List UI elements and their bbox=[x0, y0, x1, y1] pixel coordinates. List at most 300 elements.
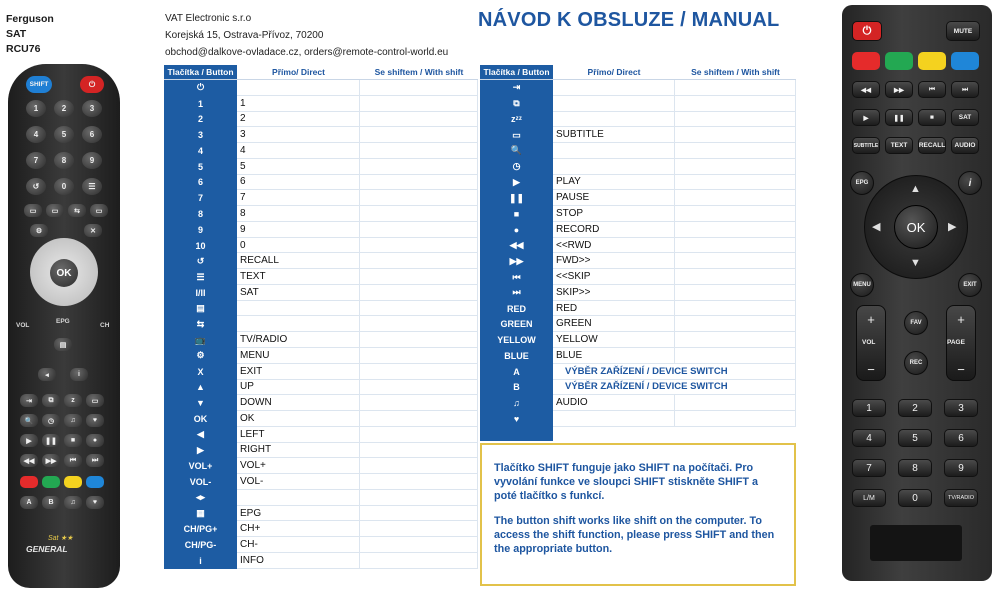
rr-page-plus-icon: + bbox=[957, 312, 965, 327]
row-shift-function bbox=[675, 301, 796, 317]
table-row bbox=[480, 395, 796, 411]
table-row bbox=[164, 521, 478, 537]
rl-green-button bbox=[42, 476, 60, 488]
row-button-key: ▶ bbox=[164, 443, 237, 459]
rr-num-1: 1 bbox=[852, 399, 886, 417]
rr-num-7: 7 bbox=[852, 459, 886, 477]
table-row bbox=[164, 427, 478, 443]
row-button-key: ▲ bbox=[164, 380, 237, 396]
rl-ch-label: CH bbox=[100, 322, 110, 329]
row-direct-function: PAUSE bbox=[553, 190, 675, 206]
rr-vol-plus-icon: + bbox=[867, 312, 875, 327]
rl-brand-logo: GENERAL bbox=[26, 544, 68, 554]
row-shift-function bbox=[360, 474, 478, 490]
row-direct-function: FWD>> bbox=[553, 253, 675, 269]
rl-row1-a: ⇥ bbox=[20, 394, 38, 407]
table-row bbox=[480, 80, 796, 96]
rl-row2-d: ♥ bbox=[86, 414, 104, 427]
table-row bbox=[164, 96, 478, 112]
num-6-button: 6 bbox=[82, 126, 102, 143]
row-direct-function: VOL- bbox=[237, 474, 360, 490]
row-button-key: 9 bbox=[164, 222, 237, 238]
rl-yellow-button bbox=[64, 476, 82, 488]
table-row bbox=[480, 96, 796, 112]
row-direct-function: SUBTITLE bbox=[553, 127, 675, 143]
row-shift-function bbox=[360, 253, 478, 269]
num-0-button: 0 bbox=[54, 178, 74, 195]
row-button-key: 6 bbox=[164, 175, 237, 191]
row-button-key: VOL+ bbox=[164, 458, 237, 474]
table-row bbox=[480, 112, 796, 128]
row-shift-function bbox=[360, 269, 478, 285]
row-button-key: 7 bbox=[164, 190, 237, 206]
rl-icon-a: ▭ bbox=[24, 204, 42, 217]
rr-rwd-icon: ◀◀ bbox=[852, 81, 880, 98]
row-button-key: 📺 bbox=[164, 332, 237, 348]
row-direct-function: VÝBĚR ZAŘÍZENÍ / DEVICE SWITCH bbox=[553, 380, 796, 396]
row-button-key: i bbox=[164, 553, 237, 569]
row-direct-function: 6 bbox=[237, 175, 360, 191]
table-row bbox=[164, 395, 478, 411]
power-icon: ⏻ bbox=[80, 76, 104, 93]
row-button-key: A bbox=[480, 364, 553, 380]
table-row bbox=[480, 190, 796, 206]
row-shift-function bbox=[360, 316, 478, 332]
rl-icon-c: ⇆ bbox=[68, 204, 86, 217]
row-button-key: 5 bbox=[164, 159, 237, 175]
row-direct-function: OK bbox=[237, 411, 360, 427]
row-button-key: VOL- bbox=[164, 474, 237, 490]
rl-row2-c: ♫ bbox=[64, 414, 82, 427]
row-direct-function: <<RWD bbox=[553, 238, 675, 254]
rl-pause-icon: ❚❚ bbox=[42, 434, 60, 447]
button-table-2 bbox=[480, 65, 796, 441]
num-9-button: 9 bbox=[82, 152, 102, 169]
table-row bbox=[480, 159, 796, 175]
shift-info-cz: Tlačítko SHIFT funguje jako SHIFT na počítači. Pro vyvolání funkce ve sloupci SHIFT stiskněte SHIFT a poté tlačítko s funkcí. bbox=[494, 462, 759, 503]
table-2-key-column-end bbox=[480, 427, 553, 441]
rl-ok-button: OK bbox=[50, 259, 78, 287]
row-button-key: ▶▶ bbox=[480, 253, 553, 269]
num-8-button: 8 bbox=[54, 152, 74, 169]
rr-ir-window bbox=[870, 525, 962, 561]
row-button-key: ♫ bbox=[480, 395, 553, 411]
rl-epg-label: EPG bbox=[56, 318, 70, 325]
rl-row1-c: z bbox=[64, 394, 82, 407]
row-direct-function bbox=[237, 490, 360, 506]
rr-num-4: 4 bbox=[852, 429, 886, 447]
table-row bbox=[480, 411, 796, 427]
row-shift-function bbox=[675, 112, 796, 128]
table-row bbox=[164, 490, 478, 506]
company-emails: obchod@dalkove-ovladace.cz, orders@remote-control-world.eu bbox=[165, 47, 449, 58]
row-direct-function: 9 bbox=[237, 222, 360, 238]
row-direct-function: RIGHT bbox=[237, 443, 360, 459]
row-direct-function: VÝBĚR ZAŘÍZENÍ / DEVICE SWITCH bbox=[553, 364, 796, 380]
row-button-key: ❚❚ bbox=[480, 190, 553, 206]
table-row bbox=[480, 222, 796, 238]
row-direct-function: BLUE bbox=[553, 348, 675, 364]
row-button-key: ▼ bbox=[164, 395, 237, 411]
row-shift-function bbox=[360, 238, 478, 254]
row-shift-function bbox=[360, 159, 478, 175]
rr-lm-button: L/M bbox=[852, 489, 886, 507]
row-shift-function bbox=[675, 159, 796, 175]
rr-rec-button: REC bbox=[904, 351, 928, 375]
rr-ok-button: OK bbox=[894, 205, 938, 249]
rr-fwd-icon: ▶▶ bbox=[885, 81, 913, 98]
button-table-1 bbox=[164, 65, 478, 569]
num-1-button: 1 bbox=[26, 100, 46, 117]
row-direct-function: EXIT bbox=[237, 364, 360, 380]
row-button-key: ◀ bbox=[164, 427, 237, 443]
row-button-key: ⏭ bbox=[480, 285, 553, 301]
row-button-key: I/II bbox=[164, 285, 237, 301]
row-shift-function bbox=[360, 80, 478, 96]
row-direct-function bbox=[237, 316, 360, 332]
row-direct-function: 0 bbox=[237, 238, 360, 254]
table-row bbox=[164, 222, 478, 238]
num-4-button: 4 bbox=[26, 126, 46, 143]
rl-row2-b: ◷ bbox=[42, 414, 60, 427]
rr-num-0: 0 bbox=[898, 489, 932, 507]
table-row bbox=[480, 364, 796, 380]
table-row bbox=[164, 506, 478, 522]
row-button-key: CH/PG+ bbox=[164, 521, 237, 537]
rl-guide-icon: ▤ bbox=[54, 338, 72, 351]
row-direct-function bbox=[553, 411, 675, 427]
row-button-key: ▦ bbox=[164, 506, 237, 522]
row-shift-function bbox=[675, 285, 796, 301]
row-shift-function bbox=[360, 521, 478, 537]
table-row bbox=[164, 458, 478, 474]
rr-exit-button: EXIT bbox=[958, 273, 982, 297]
row-shift-function bbox=[675, 316, 796, 332]
table-row bbox=[164, 143, 478, 159]
row-shift-function bbox=[360, 427, 478, 443]
rr-right-icon: ▶ bbox=[948, 221, 957, 233]
rl-prev-icon: ⏮ bbox=[64, 454, 82, 467]
num-5-button: 5 bbox=[54, 126, 74, 143]
table-row bbox=[164, 80, 478, 96]
table-row bbox=[164, 206, 478, 222]
row-shift-function bbox=[675, 238, 796, 254]
row-direct-function: VOL+ bbox=[237, 458, 360, 474]
row-shift-function bbox=[360, 553, 478, 569]
table-row bbox=[480, 253, 796, 269]
row-shift-function bbox=[675, 348, 796, 364]
rl-record-icon: ● bbox=[86, 434, 104, 447]
row-shift-function bbox=[360, 222, 478, 238]
row-button-key: 🔍 bbox=[480, 143, 553, 159]
rl-sat-logo: Sat ★★ bbox=[48, 535, 74, 542]
row-direct-function: RECORD bbox=[553, 222, 675, 238]
row-shift-function bbox=[675, 190, 796, 206]
rl-row1-d: ▭ bbox=[86, 394, 104, 407]
row-direct-function: 8 bbox=[237, 206, 360, 222]
rr-page-label: PAGE bbox=[947, 339, 965, 346]
row-direct-function: YELLOW bbox=[553, 332, 675, 348]
rl-red-button bbox=[20, 476, 38, 488]
row-direct-function: EPG bbox=[237, 506, 360, 522]
table-row bbox=[164, 238, 478, 254]
row-button-key: B bbox=[480, 380, 553, 396]
rl-b-button: B bbox=[42, 496, 60, 509]
company-info bbox=[165, 10, 448, 61]
table-row bbox=[480, 238, 796, 254]
rr-power-icon: ⏻ bbox=[852, 21, 882, 41]
row-button-key: CH/PG- bbox=[164, 537, 237, 553]
table-row bbox=[164, 553, 478, 569]
table-row bbox=[480, 380, 796, 396]
row-direct-function bbox=[553, 96, 675, 112]
row-shift-function bbox=[675, 411, 796, 427]
row-direct-function: TV/RADIO bbox=[237, 332, 360, 348]
table-row bbox=[164, 411, 478, 427]
row-direct-function bbox=[553, 112, 675, 128]
row-shift-function bbox=[360, 506, 478, 522]
row-button-key: 1 bbox=[164, 96, 237, 112]
table-1-header-button: Tlačítka / Button bbox=[164, 65, 237, 79]
row-direct-function: UP bbox=[237, 380, 360, 396]
company-address: Korejská 15, Ostrava-Přívoz, 70200 bbox=[165, 30, 324, 41]
row-button-key: GREEN bbox=[480, 316, 553, 332]
row-direct-function: <<SKIP bbox=[553, 269, 675, 285]
rr-info-button: i bbox=[958, 171, 982, 195]
shift-button: SHIFT bbox=[26, 76, 52, 93]
row-direct-function bbox=[553, 143, 675, 159]
rl-audio-icon: ♫ bbox=[64, 496, 82, 509]
table-row bbox=[480, 301, 796, 317]
rr-num-6: 6 bbox=[944, 429, 978, 447]
table-2-header-direct: Přímo/ Direct bbox=[587, 67, 641, 77]
rr-mute-button: MUTE bbox=[946, 21, 980, 41]
rr-vol-label: VOL bbox=[862, 339, 876, 346]
rr-yellow-button bbox=[918, 52, 946, 70]
rr-next-icon: ⏭ bbox=[951, 81, 979, 98]
rr-play-icon: ▶ bbox=[852, 109, 880, 126]
rl-blue-button bbox=[86, 476, 104, 488]
row-shift-function bbox=[675, 96, 796, 112]
row-button-key: RED bbox=[480, 301, 553, 317]
row-direct-function: 2 bbox=[237, 112, 360, 128]
row-direct-function: RED bbox=[553, 301, 675, 317]
row-shift-function bbox=[360, 490, 478, 506]
row-shift-function bbox=[675, 332, 796, 348]
row-direct-function: 4 bbox=[237, 143, 360, 159]
table-row bbox=[164, 443, 478, 459]
row-shift-function bbox=[360, 206, 478, 222]
row-shift-function bbox=[675, 175, 796, 191]
row-direct-function: SAT bbox=[237, 285, 360, 301]
row-direct-function: INFO bbox=[237, 553, 360, 569]
row-direct-function: STOP bbox=[553, 206, 675, 222]
row-shift-function bbox=[675, 127, 796, 143]
table-1-header-shift: Se shiftem / With shift bbox=[374, 67, 464, 77]
table-1-header bbox=[164, 65, 478, 80]
rl-a-button: A bbox=[20, 496, 38, 509]
row-shift-function bbox=[360, 143, 478, 159]
rl-fav-icon: ♥ bbox=[86, 496, 104, 509]
row-button-key: BLUE bbox=[480, 348, 553, 364]
row-button-key: 10 bbox=[164, 238, 237, 254]
row-direct-function: LEFT bbox=[237, 427, 360, 443]
row-button-key: ♥ bbox=[480, 411, 553, 427]
product-brand: Ferguson bbox=[6, 13, 54, 25]
row-button-key: zᶻᶻ bbox=[480, 112, 553, 128]
row-button-key: 3 bbox=[164, 127, 237, 143]
rl-row2-a: 🔍 bbox=[20, 414, 38, 427]
row-button-key: ◷ bbox=[480, 159, 553, 175]
product-type: SAT bbox=[6, 28, 27, 40]
row-direct-function: 5 bbox=[237, 159, 360, 175]
table-2-header bbox=[480, 65, 796, 80]
rr-num-8: 8 bbox=[898, 459, 932, 477]
row-direct-function bbox=[553, 159, 675, 175]
row-direct-function: PLAY bbox=[553, 175, 675, 191]
rr-sat-button: SAT bbox=[951, 109, 979, 126]
rr-subtitle-button: SUBTITLE bbox=[852, 137, 880, 154]
table-row bbox=[164, 316, 478, 332]
rr-text-button: TEXT bbox=[885, 137, 913, 154]
table-row bbox=[164, 348, 478, 364]
rr-pause-icon: ❚❚ bbox=[885, 109, 913, 126]
rl-mute-icon: ◂ bbox=[38, 368, 56, 381]
rr-up-icon: ▲ bbox=[910, 183, 921, 195]
row-direct-function: 1 bbox=[237, 96, 360, 112]
row-direct-function bbox=[553, 80, 675, 96]
table-row bbox=[164, 269, 478, 285]
table-row bbox=[164, 537, 478, 553]
universal-remote-image bbox=[8, 64, 120, 588]
row-direct-function: SKIP>> bbox=[553, 285, 675, 301]
rl-vol-label: VOL bbox=[16, 322, 30, 329]
row-shift-function bbox=[360, 348, 478, 364]
table-row bbox=[164, 159, 478, 175]
row-button-key: ◀◀ bbox=[480, 238, 553, 254]
row-button-key: ◂▸ bbox=[164, 490, 237, 506]
table-1-header-direct: Přímo/ Direct bbox=[272, 67, 325, 77]
table-row bbox=[164, 190, 478, 206]
num-3-button: 3 bbox=[82, 100, 102, 117]
table-row bbox=[480, 206, 796, 222]
row-shift-function bbox=[360, 127, 478, 143]
row-shift-function bbox=[675, 253, 796, 269]
rl-rwd-icon: ◀◀ bbox=[20, 454, 38, 467]
row-direct-function: 7 bbox=[237, 190, 360, 206]
table-row bbox=[164, 127, 478, 143]
rr-num-3: 3 bbox=[944, 399, 978, 417]
row-shift-function bbox=[360, 537, 478, 553]
table-row bbox=[480, 175, 796, 191]
row-shift-function bbox=[360, 112, 478, 128]
row-button-key: ⧉ bbox=[480, 96, 553, 112]
row-button-key: OK bbox=[164, 411, 237, 427]
row-button-key: ⏮ bbox=[480, 269, 553, 285]
row-button-key: ⚙ bbox=[164, 348, 237, 364]
table-2-header-button: Tlačítka / Button bbox=[480, 65, 553, 79]
row-shift-function bbox=[360, 380, 478, 396]
rr-tvradio-button: TV/RADIO bbox=[944, 489, 978, 507]
row-shift-function bbox=[360, 443, 478, 459]
rr-page-minus-icon: − bbox=[957, 362, 965, 377]
rr-vol-minus-icon: − bbox=[867, 362, 875, 377]
row-shift-function bbox=[360, 301, 478, 317]
rr-left-icon: ◀ bbox=[872, 221, 881, 233]
row-button-key: ↺ bbox=[164, 253, 237, 269]
product-model: RCU76 bbox=[6, 43, 41, 55]
recall-icon: ↺ bbox=[26, 178, 46, 195]
table-row bbox=[164, 380, 478, 396]
row-shift-function bbox=[360, 332, 478, 348]
rl-fwd-icon: ▶▶ bbox=[42, 454, 60, 467]
table-row bbox=[164, 301, 478, 317]
row-direct-function: GREEN bbox=[553, 316, 675, 332]
rl-stop-icon: ■ bbox=[64, 434, 82, 447]
table-row bbox=[164, 175, 478, 191]
rr-stop-icon: ■ bbox=[918, 109, 946, 126]
rr-green-button bbox=[885, 52, 913, 70]
row-direct-function: CH+ bbox=[237, 521, 360, 537]
row-button-key: ☰ bbox=[164, 269, 237, 285]
rr-blue-button bbox=[951, 52, 979, 70]
table-row bbox=[480, 348, 796, 364]
row-shift-function bbox=[360, 96, 478, 112]
table-row bbox=[480, 285, 796, 301]
row-button-key: 8 bbox=[164, 206, 237, 222]
rr-down-icon: ▼ bbox=[910, 257, 921, 269]
row-shift-function bbox=[675, 143, 796, 159]
rr-audio-button: AUDIO bbox=[951, 137, 979, 154]
row-shift-function bbox=[360, 190, 478, 206]
rl-play-icon: ▶ bbox=[20, 434, 38, 447]
table-row bbox=[480, 143, 796, 159]
rr-fav-button: FAV bbox=[904, 311, 928, 335]
row-button-key: X bbox=[164, 364, 237, 380]
company-name: VAT Electronic s.r.o bbox=[165, 13, 252, 24]
original-remote-image bbox=[842, 5, 992, 581]
row-shift-function bbox=[675, 269, 796, 285]
row-shift-function bbox=[675, 80, 796, 96]
rl-next-icon: ⏭ bbox=[86, 454, 104, 467]
row-direct-function: RECALL bbox=[237, 253, 360, 269]
rl-row1-b: ⧉ bbox=[42, 394, 60, 407]
rr-red-button bbox=[852, 52, 880, 70]
exit-icon: ✕ bbox=[84, 224, 102, 237]
row-button-key: ▶ bbox=[480, 175, 553, 191]
row-shift-function bbox=[675, 395, 796, 411]
table-2-header-shift: Se shiftem / With shift bbox=[691, 67, 780, 77]
row-shift-function bbox=[360, 411, 478, 427]
row-button-key: ■ bbox=[480, 206, 553, 222]
row-shift-function bbox=[360, 285, 478, 301]
row-shift-function bbox=[675, 222, 796, 238]
rl-info-icon: i bbox=[70, 368, 88, 381]
table-row bbox=[164, 285, 478, 301]
row-shift-function bbox=[675, 206, 796, 222]
num-7-button: 7 bbox=[26, 152, 46, 169]
rr-prev-icon: ⏮ bbox=[918, 81, 946, 98]
row-button-key: 4 bbox=[164, 143, 237, 159]
row-shift-function bbox=[360, 395, 478, 411]
product-label bbox=[6, 12, 54, 57]
row-direct-function: TEXT bbox=[237, 269, 360, 285]
table-row bbox=[164, 253, 478, 269]
rr-epg-button: EPG bbox=[850, 171, 874, 195]
rr-menu-button: MENU bbox=[850, 273, 874, 297]
row-direct-function bbox=[237, 80, 360, 96]
table-row bbox=[164, 364, 478, 380]
